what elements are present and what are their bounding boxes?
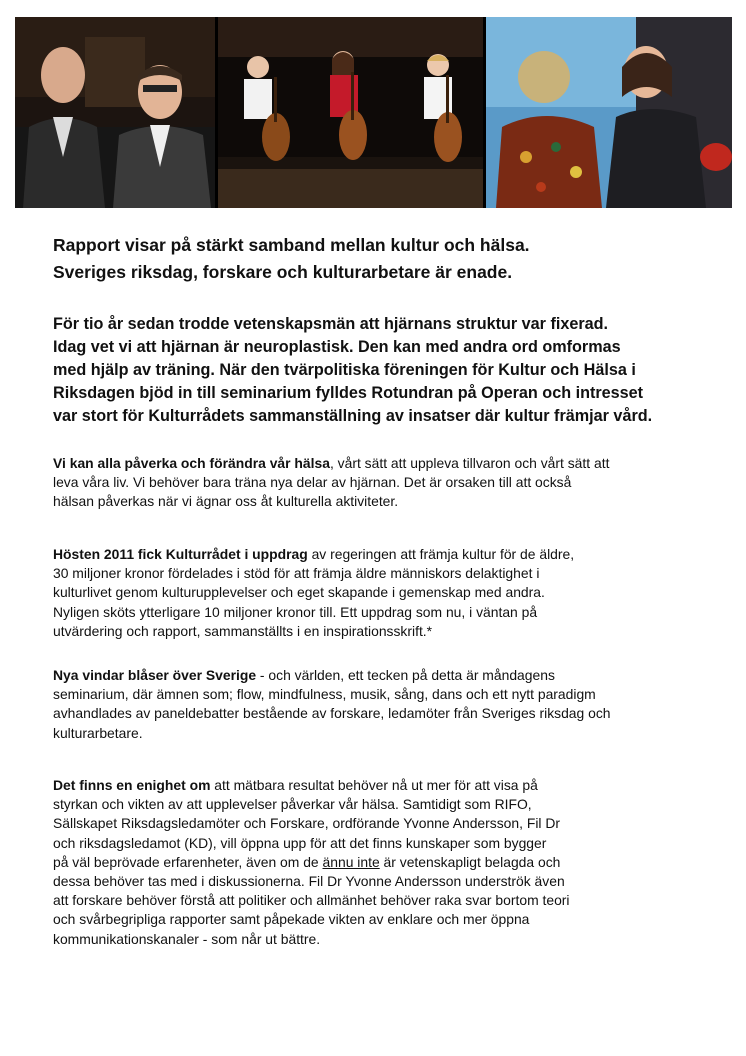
paragraph-text: avhandlades av paneldebatter bestående av forskare, ledamöter från Sveriges riksdag och: [53, 705, 611, 722]
body-paragraph: [53, 454, 728, 512]
paragraph-lead-in: Vi kan alla påverka och förändra vår hälsa: [53, 455, 330, 471]
paragraph-text: kommunikationskanaler - som når ut bättre.: [53, 930, 321, 947]
paragraph-text: och svårbegripliga rapporter samt påpekade vikten av enklare och mer öppna: [53, 911, 530, 928]
men-portrait-photo: [15, 17, 215, 208]
paragraph-text: att forskare behöver förstå att politiker och allmänhet behöver raka svar bortom teori: [53, 892, 570, 909]
headline-line: Sveriges riksdag, forskare och kulturarbetare är enade.: [53, 262, 513, 282]
headline: [53, 232, 713, 286]
lead-line: För tio år sedan trodde vetenskapsmän att hjärnans struktur var fixerad.: [53, 315, 609, 333]
paragraph-text: leva våra liv. Vi behöver bara träna nya delar av hjärnan. Det är orsaken till att också: [53, 474, 572, 491]
paragraph-text: dessa behöver tas med i diskussionerna. Fil Dr Yvonne Andersson underströk även: [53, 873, 565, 890]
headline-line: Rapport visar på stärkt samband mellan kultur och hälsa.: [53, 235, 530, 255]
lead-line: var stort för Kulturrådets sammanställning av insatser där kultur främjar vård.: [53, 407, 653, 425]
paragraph-text: av regeringen att främja kultur för de äldre,: [307, 546, 575, 562]
paragraph-lead-in: Nya vindar blåser över Sverige: [53, 667, 257, 683]
lead-line: med hjälp av träning. När den tvärpolitiska föreningen för Kultur och Hälsa i: [53, 361, 636, 379]
paragraph-lead-in: Hösten 2011 fick Kulturrådet i uppdrag: [53, 546, 308, 562]
paragraph-text: Nyligen sköts ytterligare 10 miljoner kronor till. Ett uppdrag som nu, i väntan på: [53, 603, 538, 620]
lead-line: Riksdagen bjöd in till seminarium fylldes Rotundran på Operan och intresset: [53, 384, 644, 402]
paragraph-text: på väl beprövade erfarenheter, även om de: [53, 853, 323, 870]
body-paragraph: [53, 666, 728, 743]
paragraph-text: kulturarbetare.: [53, 724, 143, 741]
lead-line: Idag vet vi att hjärnan är neuroplastisk. Den kan med andra ord omformas: [53, 338, 621, 356]
lead-paragraph: [53, 313, 723, 428]
paragraph-text: , vårt sätt att uppleva tillvaron och vårt sätt att: [329, 455, 610, 471]
paragraph-text: är vetenskapligt belagda och: [379, 853, 561, 870]
cello-performance-photo: [218, 17, 483, 208]
paragraph-text: styrkan och vikten av att upplevelser påverkar vår hälsa. Samtidigt som RIFO,: [53, 796, 532, 813]
body-paragraph: [53, 545, 728, 641]
paragraph-text: utvärdering och rapport, sammanställts i en inspirationsskrift.*: [53, 622, 433, 639]
paragraph-lead-in: Det finns en enighet om: [53, 777, 211, 793]
paragraph-text: kulturlivet genom kulturupplevelser och eget skapande i gemenskap med andra.: [53, 584, 545, 601]
underlined-phrase: ännu inte: [322, 853, 380, 870]
body-paragraph: [53, 776, 728, 949]
paragraph-text: att mätbara resultat behöver nå ut mer för att visa på: [210, 777, 538, 793]
photo-banner: [15, 17, 732, 208]
paragraph-text: och riksdagsledamot (KD), vill öppna upp för att det finns kunskaper som bygger: [53, 834, 547, 851]
paragraph-text: seminarium, där ämnen som; flow, mindfulness, musik, sång, dans och ett nytt paradigm: [53, 686, 596, 703]
paragraph-text: - och världen, ett tecken på detta är måndagens: [256, 667, 555, 683]
embrace-photo: [486, 17, 732, 208]
paragraph-text: Sällskapet Riksdagsledamöter och Forskare, ordförande Yvonne Andersson, Fil Dr: [53, 815, 561, 832]
paragraph-text: hälsan påverkas när vi ägnar oss åt kulturella aktiviteter.: [53, 493, 399, 510]
paragraph-text: 30 miljoner kronor fördelades i stöd för att främja äldre människors delaktighet i: [53, 565, 540, 582]
